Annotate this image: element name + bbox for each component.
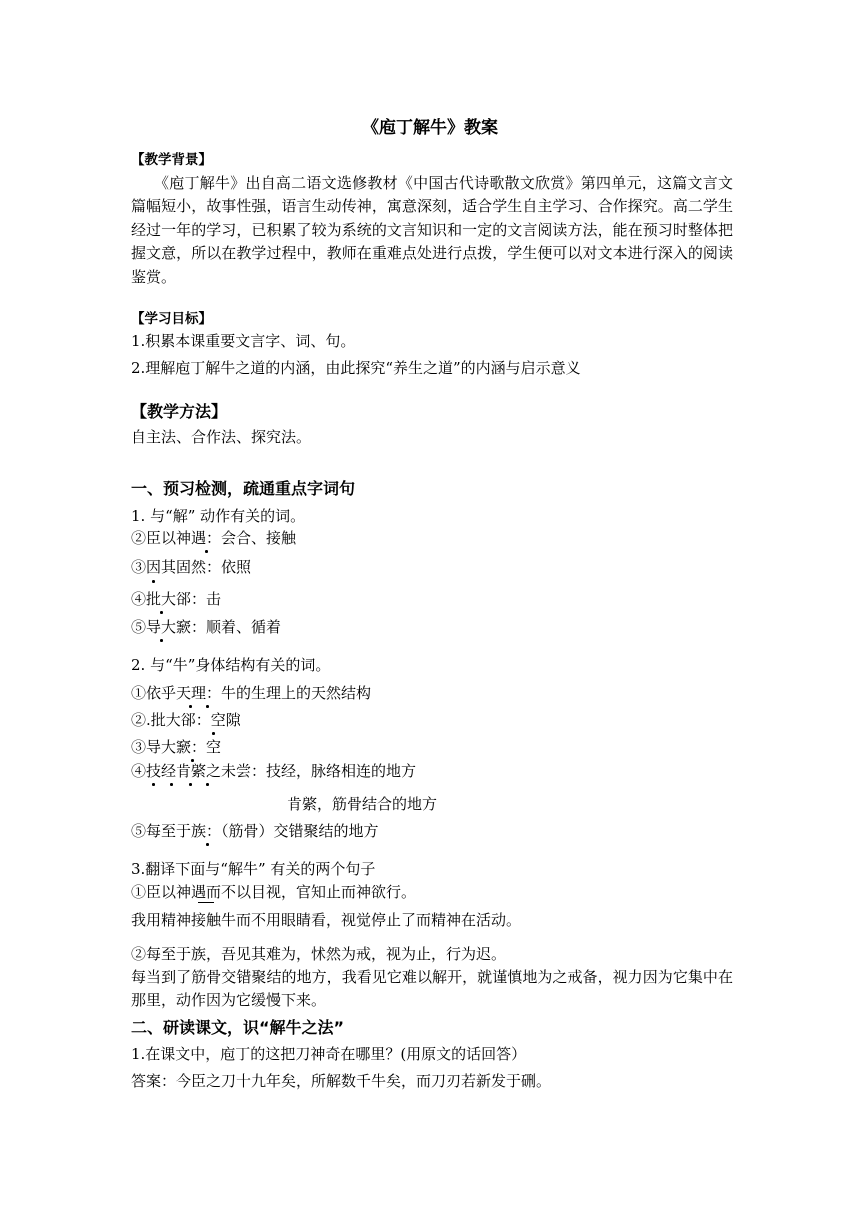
background-paragraph: 《庖丁解牛》出自高二语文选修教材《中国古代诗歌散文欣赏》第四单元，这篇文言文篇幅短小，故事性强，语言生动传神，寓意深刻，适合学生自主学习、合作探究。高二学生经过一年的学习，已积累了较为系统的文言知识和一定的文言阅读方法，能在预习时整体把握文意，所以在教学过程中，教师在重难点处进行点拨，学生便可以对文本进行深入的阅读鉴赏。 [131, 174, 733, 286]
q2-item: ①依乎天理：牛的生理上的天然结构 [131, 684, 372, 702]
q1-item: ②臣以神遇：会合、接触 [131, 529, 297, 547]
methods-text: 自主法、合作法、探究法。 [131, 428, 312, 446]
emphasis-dot [170, 783, 173, 786]
q2-indent-item: 肯綮，筋骨结合的地方 [287, 795, 438, 813]
emphasis-dot [152, 580, 155, 583]
emphasis-dot [191, 759, 194, 762]
q2-item: ③导大窾：空 [131, 738, 222, 756]
emphasis-dot [206, 783, 209, 786]
emphasis-dot [189, 705, 192, 708]
background-heading: 【教学背景】 [131, 152, 212, 168]
q3-translation: 我用精神接触牛而不用眼睛看，视觉停止了而精神在活动。 [131, 911, 522, 929]
objective-item: 2.理解庖丁解牛之道的内涵，由此探究“养生之道”的内涵与启示意义 [131, 359, 581, 377]
emphasis-dot [160, 611, 163, 614]
emphasis-dot [152, 783, 155, 786]
methods-heading: 【教学方法】 [131, 402, 228, 421]
underline-mark [198, 902, 214, 903]
part2-heading: 二、研读课文，识“解牛之法” [131, 1018, 345, 1037]
q3-sentence: ①臣以神遇而不以目视，官知止而神欲行。 [131, 883, 417, 901]
q1-label: 1. 与“解” 动作有关的词。 [131, 507, 306, 525]
q1-item: ④批大郤：击 [131, 590, 222, 608]
q2-label: 2. 与“牛”身体结构有关的词。 [131, 656, 331, 674]
page-title: 《庖丁解牛》教案 [362, 118, 498, 138]
q2-item: ②.批大郤：空隙 [131, 711, 241, 729]
q2-item: ④技经肯綮之未尝：技经，脉络相连的地方 [131, 762, 417, 780]
q3-label: 3.翻译下面与“解牛” 有关的两个句子 [131, 860, 376, 878]
emphasis-dot [212, 732, 215, 735]
emphasis-dot [160, 639, 163, 642]
part2-question: 1.在课文中，庖丁的这把刀神奇在哪里？(用原文的话回答） [131, 1045, 527, 1063]
q1-item: ⑤导大窾：顺着、循着 [131, 618, 282, 636]
emphasis-dot [205, 550, 208, 553]
emphasis-dot [206, 705, 209, 708]
objective-item: 1.积累本课重要文言字、词、句。 [131, 332, 356, 350]
q2-item: ⑤每至于族：（筋骨）交错聚结的地方 [131, 822, 379, 840]
q3-sentence: ②每至于族，吾见其难为，怵然为戒，视为止，行为迟。 [131, 945, 507, 963]
objectives-heading: 【学习目标】 [131, 311, 212, 327]
part2-answer: 答案：今臣之刀十九年矣，所解数千牛矣，而刀刃若新发于硎。 [131, 1072, 552, 1090]
q1-item: ③因其固然：依照 [131, 558, 252, 576]
q3-translation: 每当到了筋骨交错聚结的地方，我看见它难以解开，就谨慎地为之戒备，视力因为它集中在那里，动作因为它缓慢下来。 [131, 968, 733, 1010]
emphasis-dot [189, 783, 192, 786]
emphasis-dot [206, 843, 209, 846]
part1-heading: 一、预习检测，疏通重点字词句 [131, 479, 356, 498]
